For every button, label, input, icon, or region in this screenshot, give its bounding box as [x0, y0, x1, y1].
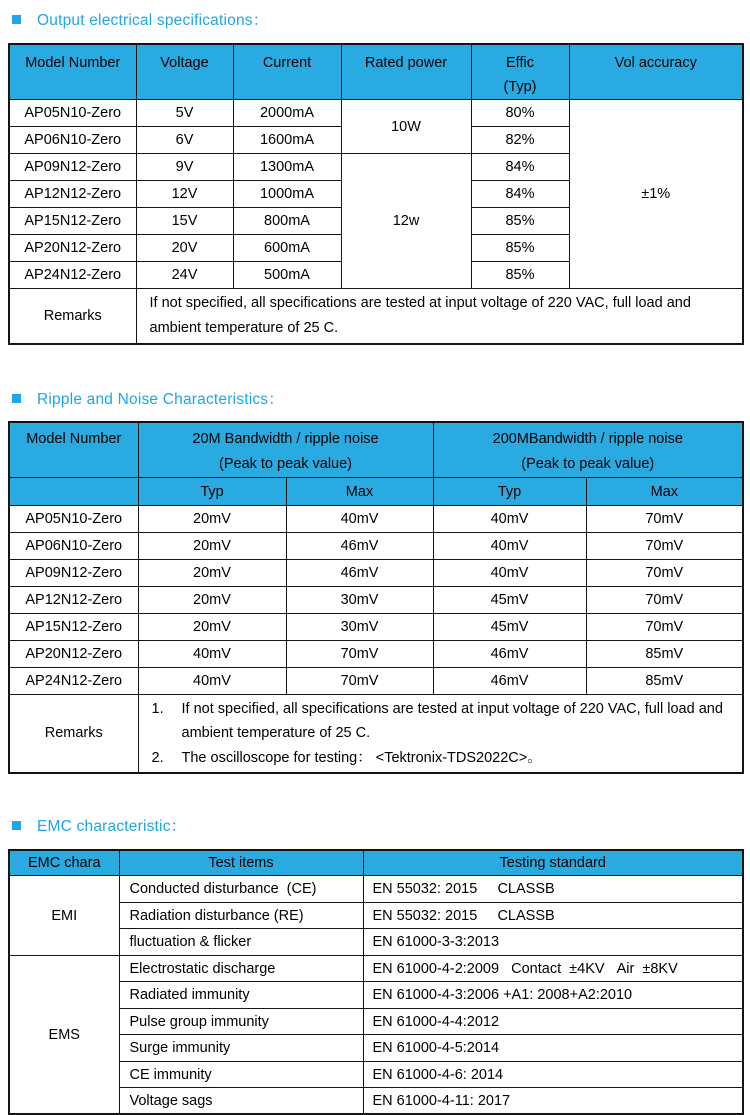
section-heading-output	[12, 0, 750, 30]
remarks-row	[9, 289, 743, 345]
emc-table	[8, 849, 744, 1115]
cell-max-200m: 70mV	[586, 533, 743, 560]
col-header-model: Model Number	[9, 422, 138, 478]
cell-rated-power-12w: 12w	[341, 154, 471, 289]
section-bullet-icon	[12, 821, 21, 830]
cell-model: AP15N12-Zero	[9, 208, 136, 235]
table-row	[9, 929, 743, 956]
col-header-effic-line2: (Typ)	[503, 79, 537, 95]
col-header-20m-bandwidth	[138, 422, 433, 478]
cell-voltage: 9V	[136, 154, 233, 181]
table-row	[9, 1035, 743, 1062]
cell-typ-20m: 20mV	[138, 560, 286, 587]
table-row	[9, 614, 743, 641]
cell-standard: EN 61000-4-2:2009 Contact ±4KV Air ±8KV	[363, 955, 743, 982]
col-header-20m-line2: (Peak to peak value)	[219, 456, 352, 472]
cell-standard: EN 61000-4-4:2012	[363, 1008, 743, 1035]
col-header-emc-chara: EMC chara	[9, 850, 119, 876]
cell-current: 500mA	[233, 262, 341, 289]
cell-typ-200m: 45mV	[433, 614, 586, 641]
cell-typ-20m: 20mV	[138, 587, 286, 614]
cell-effic: 80%	[471, 100, 569, 127]
col-header-empty	[9, 478, 138, 506]
cell-standard: EN 61000-3-3:2013	[363, 929, 743, 956]
section-heading-emc	[12, 814, 750, 836]
table-row	[9, 668, 743, 695]
table-row	[9, 955, 743, 982]
ripple-header-row1	[9, 422, 743, 478]
remarks-text-cell	[136, 289, 743, 345]
cell-model: AP12N12-Zero	[9, 181, 136, 208]
cell-voltage: 12V	[136, 181, 233, 208]
cell-effic: 84%	[471, 154, 569, 181]
cell-current: 1600mA	[233, 127, 341, 154]
col-header-200m-line2: (Peak to peak value)	[521, 456, 655, 472]
col-header-current: Current	[233, 44, 341, 100]
cell-model: AP05N10-Zero	[9, 100, 136, 127]
remark-text: The oscilloscope for testing： <Tektronix-TDS2022C>。	[181, 749, 542, 766]
cell-typ-200m: 40mV	[433, 533, 586, 560]
cell-test-item: Electrostatic discharge	[119, 955, 363, 982]
cell-max-200m: 70mV	[586, 614, 743, 641]
cell-max-200m: 70mV	[586, 506, 743, 533]
cell-model: AP06N10-Zero	[9, 533, 138, 560]
remark-item-2	[152, 746, 735, 770]
ripple-header-row2	[9, 478, 743, 506]
cell-vol-accuracy: ±1%	[569, 100, 743, 289]
cell-current: 2000mA	[233, 100, 341, 127]
cell-max-200m: 85mV	[586, 641, 743, 668]
cell-current: 600mA	[233, 235, 341, 262]
cell-max-200m: 85mV	[586, 668, 743, 695]
col-header-max-200m: Max	[586, 478, 743, 506]
cell-model: AP20N12-Zero	[9, 641, 138, 668]
cell-standard: EN 55032: 2015 CLASSB	[363, 902, 743, 929]
remarks-row	[9, 695, 743, 773]
table-row	[9, 902, 743, 929]
section-title-ripple: Ripple and Noise Characteristics：	[37, 391, 284, 408]
cell-model: AP05N10-Zero	[9, 506, 138, 533]
cell-max-20m: 40mV	[286, 506, 433, 533]
cell-current: 1000mA	[233, 181, 341, 208]
ripple-noise-table	[8, 421, 744, 774]
cell-standard: EN 55032: 2015 CLASSB	[363, 876, 743, 903]
table-row	[9, 1061, 743, 1088]
col-header-effic-line1: Effic	[506, 55, 534, 71]
cell-ems-group: EMS	[9, 955, 119, 1114]
cell-model: AP06N10-Zero	[9, 127, 136, 154]
cell-typ-20m: 20mV	[138, 506, 286, 533]
cell-typ-200m: 40mV	[433, 506, 586, 533]
section-title-output: Output electrical specifications：	[37, 12, 269, 29]
cell-test-item: Radiated immunity	[119, 982, 363, 1009]
col-header-model: Model Number	[9, 44, 136, 100]
cell-voltage: 6V	[136, 127, 233, 154]
cell-max-200m: 70mV	[586, 560, 743, 587]
cell-standard: EN 61000-4-5:2014	[363, 1035, 743, 1062]
cell-typ-200m: 45mV	[433, 587, 586, 614]
cell-max-20m: 30mV	[286, 587, 433, 614]
col-header-20m-line1: 20M Bandwidth / ripple noise	[192, 431, 379, 447]
cell-current: 800mA	[233, 208, 341, 235]
cell-standard: EN 61000-4-11: 2017	[363, 1088, 743, 1115]
cell-voltage: 5V	[136, 100, 233, 127]
table-row	[9, 506, 743, 533]
cell-emi-group: EMI	[9, 876, 119, 956]
cell-typ-200m: 40mV	[433, 560, 586, 587]
table-row	[9, 1088, 743, 1115]
cell-max-20m: 46mV	[286, 533, 433, 560]
cell-rated-power-10w: 10W	[341, 100, 471, 154]
remark-number: 1.	[151, 701, 164, 717]
table-row	[9, 876, 743, 903]
remarks-text-cell	[138, 695, 743, 773]
remark-text: If not specified, all specifications are tested at input voltage of 220 VAC, full load and ambient temperature of 25 C.	[181, 701, 723, 742]
remarks-text: If not specified, all specifications are tested at input voltage of 220 VAC, full load and ambient temperature of 25 C.	[149, 295, 691, 336]
cell-test-item: Voltage sags	[119, 1088, 363, 1115]
col-header-voltage: Voltage	[136, 44, 233, 100]
col-header-typ-20m: Typ	[138, 478, 286, 506]
cell-standard: EN 61000-4-6: 2014	[363, 1061, 743, 1088]
cell-typ-200m: 46mV	[433, 668, 586, 695]
col-header-max-20m: Max	[286, 478, 433, 506]
cell-model: AP09N12-Zero	[9, 154, 136, 181]
col-header-vol-accuracy: Vol accuracy	[569, 44, 743, 100]
cell-max-200m: 70mV	[586, 587, 743, 614]
cell-test-item: fluctuation & flicker	[119, 929, 363, 956]
col-header-200m-bandwidth	[433, 422, 743, 478]
output-spec-table	[8, 43, 744, 345]
col-header-rated-power: Rated power	[341, 44, 471, 100]
cell-max-20m: 30mV	[286, 614, 433, 641]
table-row	[9, 100, 743, 127]
cell-test-item: Pulse group immunity	[119, 1008, 363, 1035]
cell-typ-20m: 40mV	[138, 668, 286, 695]
cell-test-item: Surge immunity	[119, 1035, 363, 1062]
cell-voltage: 24V	[136, 262, 233, 289]
section-bullet-icon	[12, 15, 21, 24]
cell-standard: EN 61000-4-3:2006 +A1: 2008+A2:2010	[363, 982, 743, 1009]
cell-max-20m: 46mV	[286, 560, 433, 587]
col-header-testing-standard: Testing standard	[363, 850, 743, 876]
cell-voltage: 15V	[136, 208, 233, 235]
cell-model: AP09N12-Zero	[9, 560, 138, 587]
remark-item-1	[152, 697, 735, 746]
cell-model: AP24N12-Zero	[9, 262, 136, 289]
remark-number: 2.	[151, 749, 164, 766]
section-heading-ripple	[12, 387, 750, 409]
cell-effic: 82%	[471, 127, 569, 154]
cell-effic: 85%	[471, 235, 569, 262]
remarks-label: Remarks	[9, 289, 136, 345]
cell-effic: 85%	[471, 262, 569, 289]
cell-typ-200m: 46mV	[433, 641, 586, 668]
table-row	[9, 641, 743, 668]
col-header-effic	[471, 44, 569, 100]
cell-effic: 85%	[471, 208, 569, 235]
emc-header-row	[9, 850, 743, 876]
cell-current: 1300mA	[233, 154, 341, 181]
cell-model: AP12N12-Zero	[9, 587, 138, 614]
table-row	[9, 1008, 743, 1035]
cell-voltage: 20V	[136, 235, 233, 262]
output-header-row	[9, 44, 743, 100]
cell-max-20m: 70mV	[286, 641, 433, 668]
cell-test-item: Radiation disturbance (RE)	[119, 902, 363, 929]
col-header-200m-line1: 200MBandwidth / ripple noise	[492, 431, 683, 447]
cell-max-20m: 70mV	[286, 668, 433, 695]
table-row	[9, 533, 743, 560]
col-header-typ-200m: Typ	[433, 478, 586, 506]
cell-model: AP20N12-Zero	[9, 235, 136, 262]
section-title-emc: EMC characteristic：	[37, 817, 187, 835]
table-row	[9, 587, 743, 614]
cell-model: AP24N12-Zero	[9, 668, 138, 695]
table-row	[9, 982, 743, 1009]
remarks-label: Remarks	[9, 695, 138, 773]
section-bullet-icon	[12, 394, 21, 403]
cell-test-item: CE immunity	[119, 1061, 363, 1088]
cell-typ-20m: 20mV	[138, 614, 286, 641]
cell-typ-20m: 20mV	[138, 533, 286, 560]
cell-effic: 84%	[471, 181, 569, 208]
cell-model: AP15N12-Zero	[9, 614, 138, 641]
col-header-test-items: Test items	[119, 850, 363, 876]
cell-test-item: Conducted disturbance (CE)	[119, 876, 363, 903]
cell-typ-20m: 40mV	[138, 641, 286, 668]
table-row	[9, 560, 743, 587]
